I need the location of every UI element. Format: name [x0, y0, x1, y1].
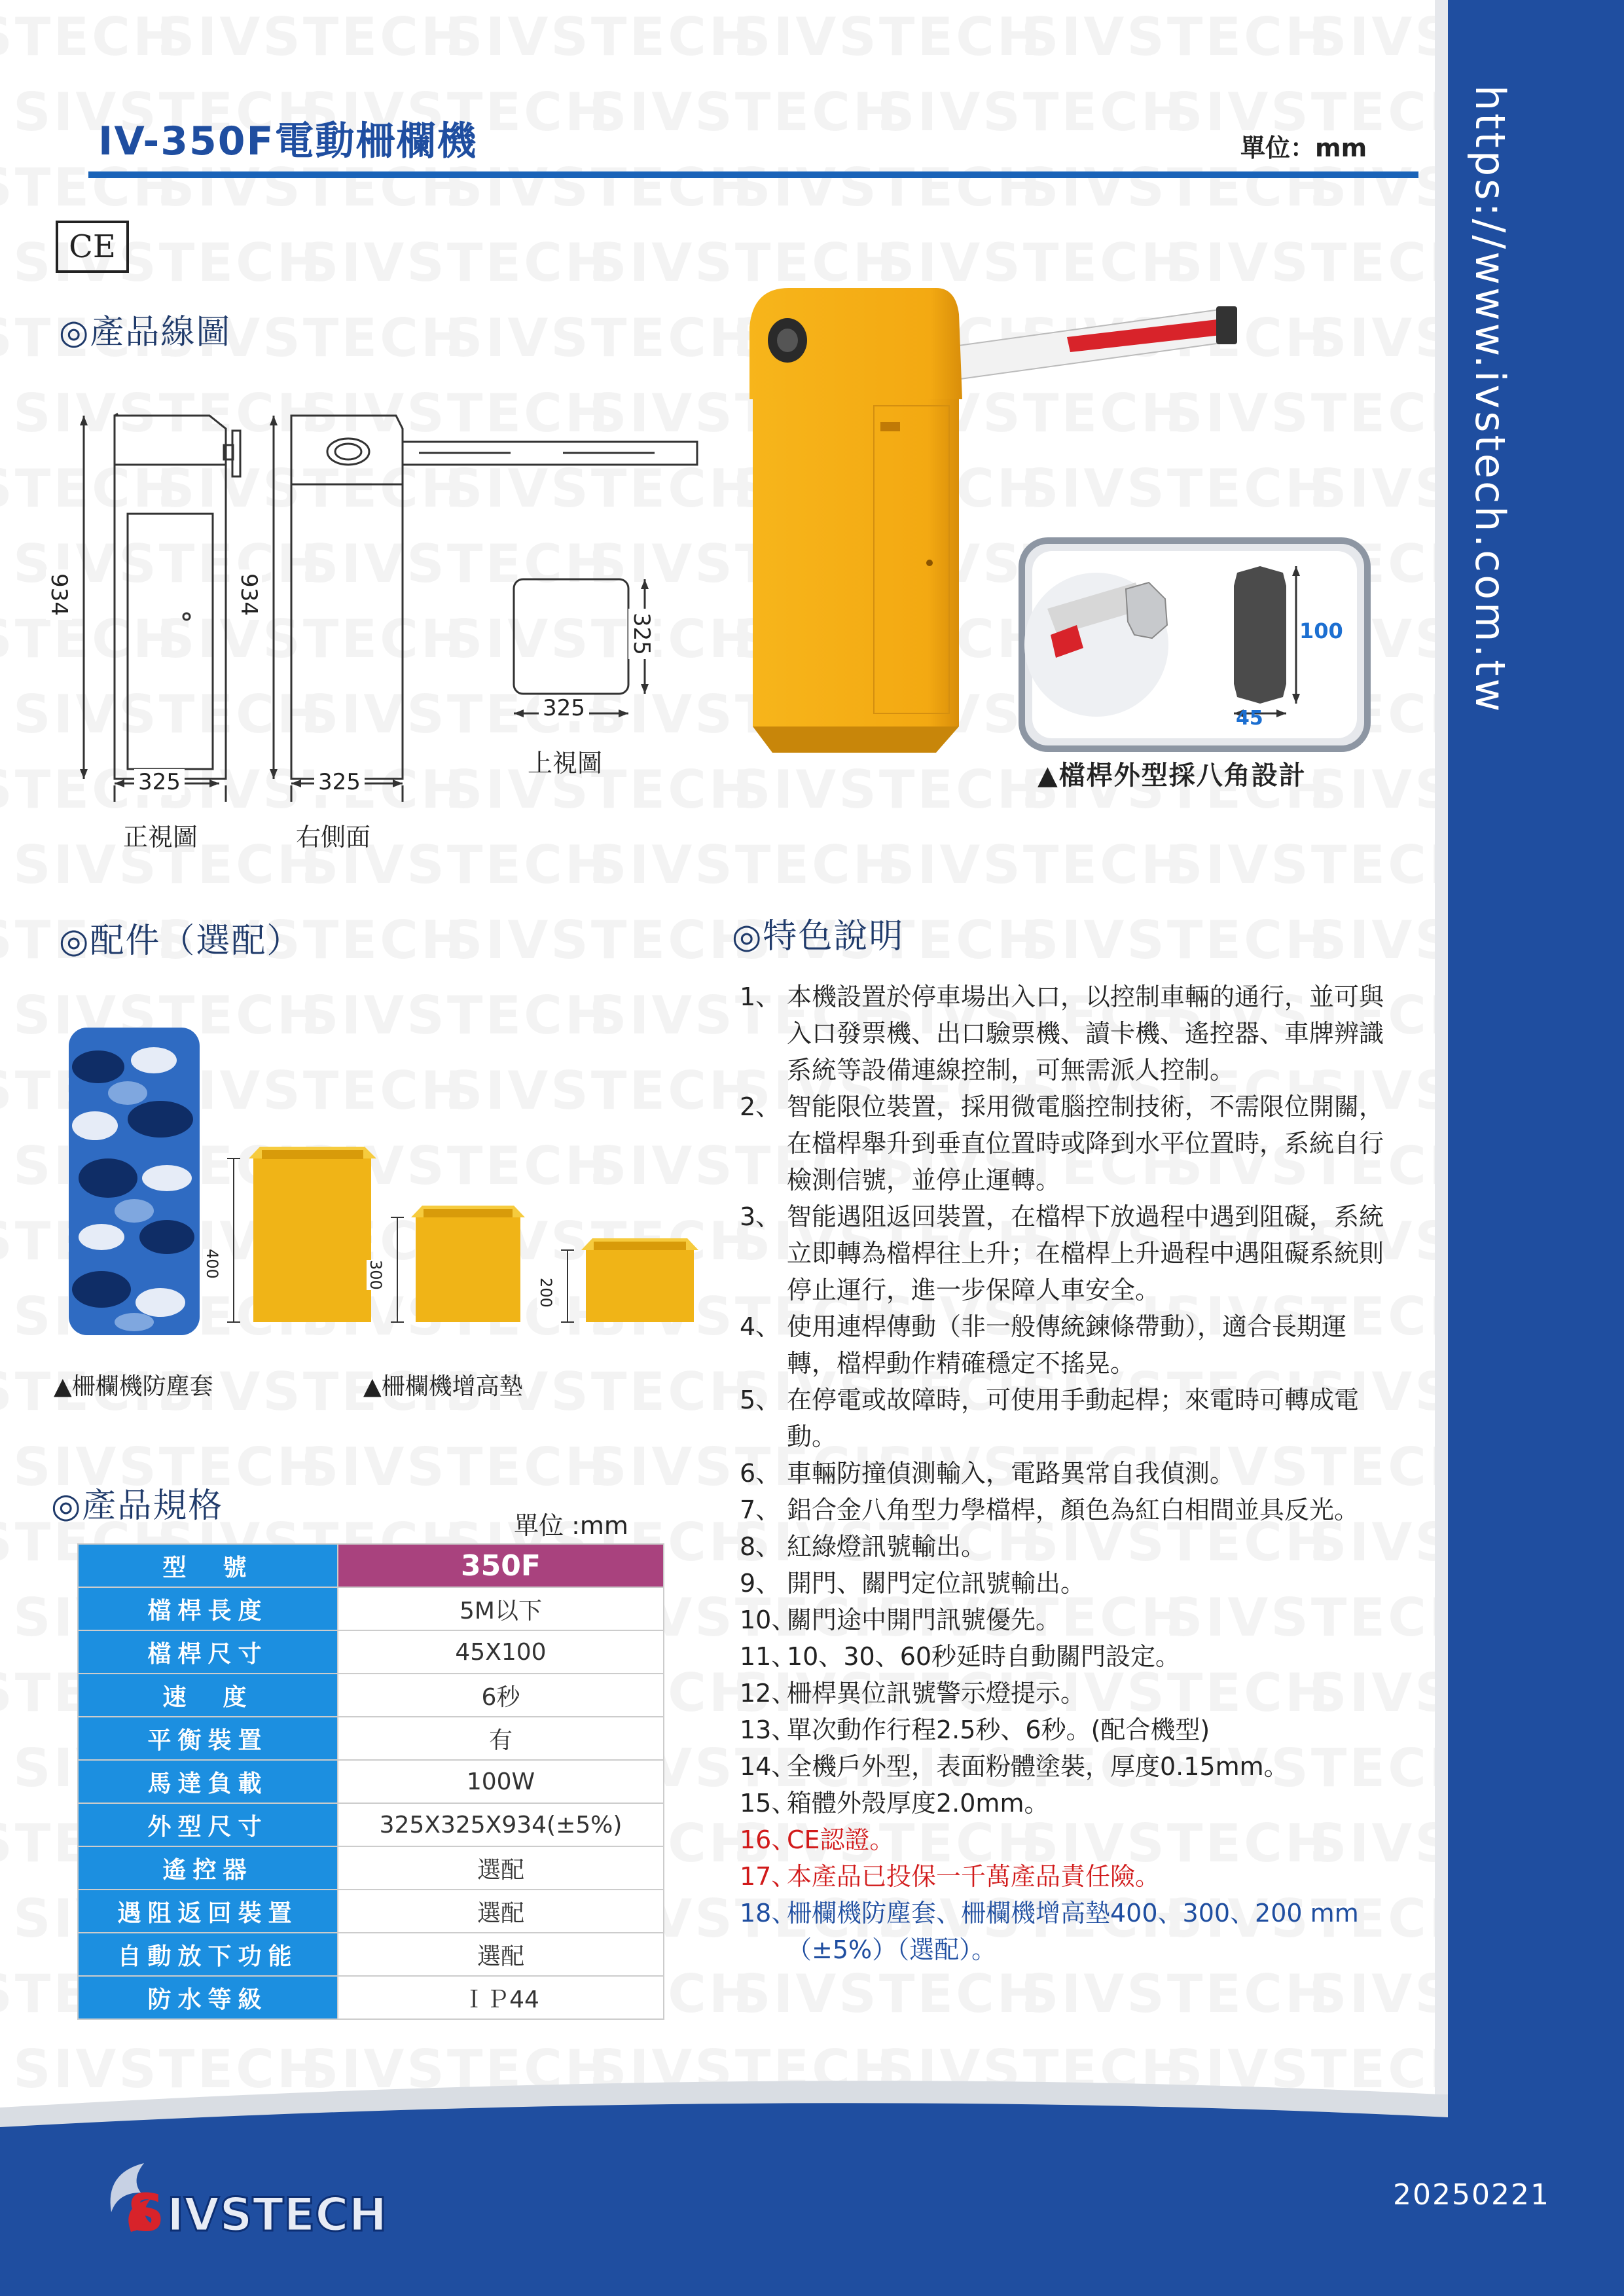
spec-value: 325X325X934(±5%) [338, 1803, 664, 1846]
spec-row [78, 1846, 664, 1890]
watermark-text [1021, 157, 1331, 218]
feature-item [740, 1088, 1394, 1198]
feature-number: 9、 [740, 1569, 781, 1598]
watermark-text [1165, 834, 1440, 895]
watermark-text [1309, 308, 1440, 368]
watermark-text [1021, 910, 1331, 971]
watermark-text [445, 308, 755, 368]
spec-value: ＩＰ44 [338, 1976, 664, 2019]
spec-value: 選配 [338, 1890, 664, 1933]
watermark-text [157, 7, 467, 67]
watermark-text [445, 157, 755, 218]
feature-number: 16、 [740, 1825, 797, 1854]
feature-item [740, 1528, 1394, 1565]
watermark-text [877, 834, 1187, 895]
feature-text: 在停電或故障時，可使用手動起桿；來電時可轉成電動。 [787, 1386, 1360, 1451]
watermark-text [733, 157, 1043, 218]
feature-item [740, 1858, 1394, 1895]
spec-row [78, 1630, 664, 1674]
feature-text: 單次動作行程2.5秒、6秒。(配合機型) [787, 1715, 1210, 1744]
feature-item [740, 1492, 1394, 1528]
watermark-text [301, 232, 611, 293]
feature-number: 18、 [740, 1899, 797, 1928]
watermark-text [1309, 1964, 1440, 2024]
feature-text: 智能限位裝置，採用微電腦控制技術，不需限位開關，在檔桿舉升到垂直位置時或降到水平位置時，系統自行檢測信號，並停止運轉。 [787, 1092, 1384, 1194]
boom-profile-inset [1018, 537, 1371, 753]
features-list [740, 978, 1394, 1968]
website-url[interactable]: https://www.ivstech.com.tw [1466, 85, 1514, 715]
feature-text: 10、30、60秒延時自動關門設定。 [787, 1642, 1181, 1671]
feature-text: CE認證。 [787, 1825, 895, 1854]
feature-text: 本產品已投保一千萬產品責任險。 [787, 1862, 1161, 1891]
spec-key: 速 度 [78, 1674, 338, 1717]
spec-key: 馬達負載 [78, 1760, 338, 1803]
spec-row [78, 1717, 664, 1760]
title-underline [88, 171, 1418, 178]
spec-value: 6秒 [338, 1674, 664, 1717]
spec-unit-label: 單位 :mm [514, 1511, 628, 1540]
boom-height-dim: 100 [1299, 619, 1343, 643]
watermark-text [1309, 7, 1440, 67]
watermark-text [589, 82, 899, 143]
feature-item [740, 1565, 1394, 1602]
feature-number: 13、 [740, 1715, 797, 1744]
watermark-text [1021, 7, 1331, 67]
spec-value: 選配 [338, 1846, 664, 1890]
feature-item [740, 1821, 1394, 1858]
sidebar-edge [1435, 0, 1449, 2296]
feature-text: 箱體外殼厚度2.0mm。 [787, 1789, 1049, 1818]
pad-caption: ▲柵欄機增高墊 [363, 1373, 523, 1400]
svg-text:IVSTECH: IVSTECH [167, 2188, 388, 2242]
top-depth-dim: 325 [628, 609, 655, 659]
spec-row [78, 1587, 664, 1630]
watermark-text [877, 82, 1187, 143]
feature-text: 紅綠燈訊號輸出。 [787, 1532, 986, 1561]
feature-item [740, 978, 1394, 1088]
sivstech-logo-icon [92, 2153, 406, 2245]
spec-value: 100W [338, 1760, 664, 1803]
watermark-text [1309, 157, 1440, 218]
feature-item [740, 1308, 1394, 1382]
spec-value: 選配 [338, 1933, 664, 1976]
feature-item [740, 1602, 1394, 1638]
feature-number: 3、 [740, 1202, 781, 1231]
spec-key: 遙控器 [78, 1846, 338, 1890]
spec-row [78, 1803, 664, 1846]
unit-label: 單位：mm [1240, 134, 1367, 162]
spec-row [78, 1760, 664, 1803]
feature-item [740, 1675, 1394, 1712]
watermark-text [1309, 759, 1440, 820]
watermark-text [445, 7, 755, 67]
ce-mark-icon: CE [56, 221, 129, 273]
feature-text: 智能遇阻返回裝置，在檔桿下放過程中遇到阻礙，系統立即轉為檔桿往上升；在檔桿上升過程中遇阻礙系統則停止運行，進一步保障人車安全。 [787, 1202, 1384, 1304]
side-view-caption: 右側面 [296, 823, 371, 852]
boom-width-dim: 45 [1236, 707, 1263, 730]
spec-row [78, 1933, 664, 1976]
feature-number: 6、 [740, 1459, 781, 1488]
watermark-text [1309, 910, 1440, 971]
spec-row [78, 1976, 664, 2019]
feature-number: 11、 [740, 1642, 797, 1671]
pad-height-400: 400 [203, 1249, 221, 1279]
feature-text: 全機戶外型，表面粉體塗裝，厚度0.15mm。 [787, 1752, 1289, 1781]
watermark-text [0, 7, 179, 67]
feature-item [740, 1748, 1394, 1785]
page-title: IV-350F電動柵欄機 [98, 118, 478, 164]
feature-number: 5、 [740, 1386, 781, 1414]
feature-number: 1、 [740, 982, 781, 1011]
feature-number: 8、 [740, 1532, 781, 1561]
watermark-text [733, 7, 1043, 67]
feature-item [740, 1198, 1394, 1308]
features-heading: ◎特色說明 [732, 917, 905, 956]
feature-text: 鋁合金八角型力學檔桿，顏色為紅白相間並具反光。 [787, 1496, 1360, 1524]
spec-key: 遇阻返回裝置 [78, 1890, 338, 1933]
pad-height-200: 200 [537, 1278, 555, 1308]
feature-number: 12、 [740, 1679, 797, 1708]
spec-key: 檔桿長度 [78, 1587, 338, 1630]
feature-number: 15、 [740, 1789, 797, 1818]
svg-text:S: S [128, 2184, 165, 2243]
feature-item [740, 1712, 1394, 1748]
accessories-image [62, 1028, 717, 1342]
side-width-dim: 325 [314, 769, 365, 795]
spec-key: 自動放下功能 [78, 1933, 338, 1976]
front-height-dim: 934 [46, 569, 72, 620]
watermark-text [1021, 1964, 1331, 2024]
feature-number: 4、 [740, 1312, 781, 1341]
boom-caption: ▲檔桿外型採八角設計 [1038, 761, 1307, 791]
feature-item [740, 1455, 1394, 1492]
spec-key: 外型尺寸 [78, 1803, 338, 1846]
feature-text: 使用連桿傳動（非一般傳統鍊條帶動），適合長期運轉，檔桿動作精確穩定不搖晃。 [787, 1312, 1347, 1378]
watermark-text [733, 1964, 1043, 2024]
front-width-dim: 325 [134, 769, 185, 795]
feature-text: 柵欄機防塵套、柵欄機增高墊400、300、200 mm（±5%）（選配）。 [787, 1899, 1359, 1964]
front-view-caption: 正視圖 [123, 823, 198, 852]
watermark-text [301, 1437, 611, 1498]
cover-caption: ▲柵欄機防塵套 [54, 1373, 213, 1400]
accessories-heading: ◎配件（選配） [59, 922, 302, 961]
document-date: 20250221 [1393, 2178, 1550, 2212]
feature-number: 2、 [740, 1092, 781, 1121]
feature-item [740, 1895, 1394, 1968]
spec-heading: ◎產品規格 [51, 1486, 224, 1526]
feature-item [740, 1382, 1394, 1455]
spec-key: 檔桿尺寸 [78, 1630, 338, 1674]
top-width-dim: 325 [539, 695, 589, 721]
spec-table [77, 1543, 664, 2020]
spec-model-label: 型 號 [78, 1544, 338, 1587]
spec-key: 防水等級 [78, 1976, 338, 2019]
feature-text: 開門、關門定位訊號輸出。 [787, 1569, 1086, 1598]
spec-row [78, 1674, 664, 1717]
feature-number: 17、 [740, 1862, 797, 1891]
feature-item [740, 1638, 1394, 1675]
feature-text: 車輛防撞偵測輸入，電路異常自我偵測。 [787, 1459, 1235, 1488]
spec-value: 有 [338, 1717, 664, 1760]
watermark-text [445, 910, 755, 971]
pad-height-300: 300 [367, 1260, 385, 1290]
feature-text: 本機設置於停車場出入口，以控制車輛的通行，並可與入口發票機、出口驗票機、讀卡機、遙控器、車牌辨識系統等設備連線控制，可無需派人控制。 [787, 982, 1384, 1085]
watermark-text [1309, 458, 1440, 519]
feature-number: 14、 [740, 1752, 797, 1781]
spec-model-value: 350F [338, 1544, 664, 1587]
feature-item [740, 1785, 1394, 1821]
spec-key: 平衡裝置 [78, 1717, 338, 1760]
spec-row [78, 1890, 664, 1933]
feature-number: 10、 [740, 1605, 797, 1634]
top-view-caption: 上視圖 [528, 749, 603, 778]
spec-value: 5M以下 [338, 1587, 664, 1630]
feature-text: 關門途中開門訊號優先。 [787, 1605, 1061, 1634]
feature-number: 7、 [740, 1496, 781, 1524]
side-height-dim: 934 [236, 569, 262, 620]
feature-text: 柵桿異位訊號警示燈提示。 [787, 1679, 1086, 1708]
drawing-heading: ◎產品線圖 [59, 313, 232, 352]
spec-value: 45X100 [338, 1630, 664, 1674]
spec-header-row [78, 1544, 664, 1587]
